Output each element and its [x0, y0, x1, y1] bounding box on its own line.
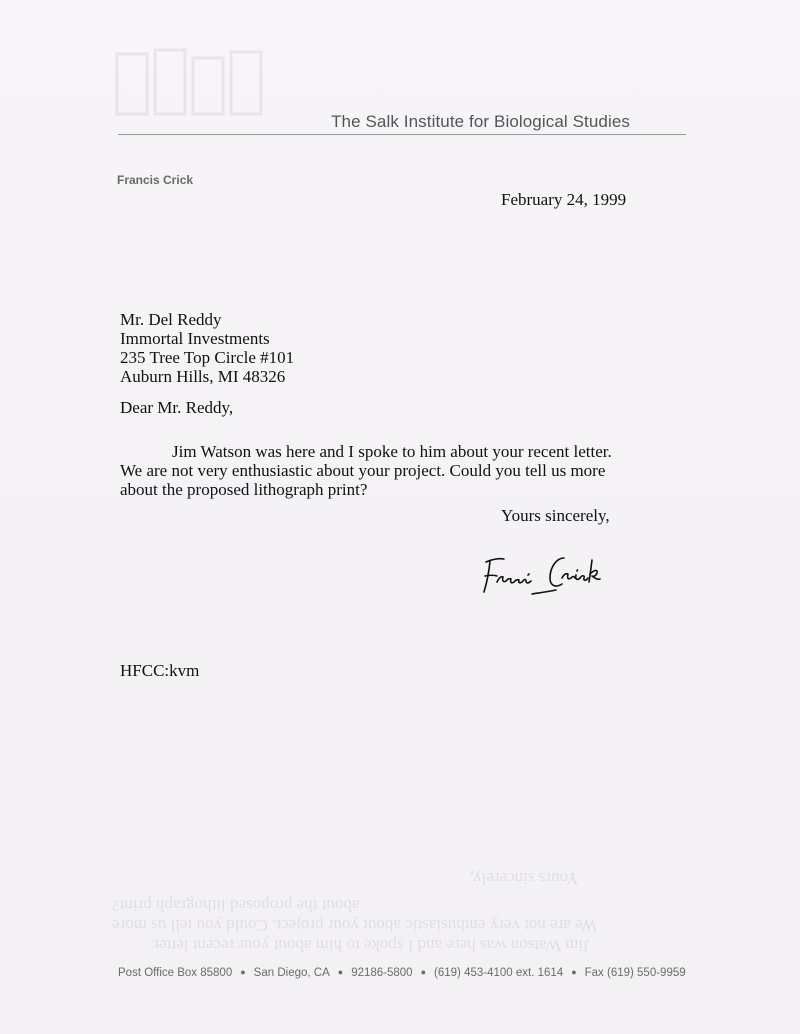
handwritten-signature-icon [476, 548, 616, 608]
footer-separator: ● [337, 967, 344, 977]
footer-separator: ● [571, 967, 577, 977]
letterhead-divider [118, 134, 686, 135]
body-line: Jim Watson was here and I spoke to him about your recent letter. [172, 442, 612, 461]
bleed-line: Jim Watson was here and I spoke to him about your recent letter. [150, 936, 590, 955]
bleed-line: We are not very enthusiastic about your project. Could you tell us more [112, 916, 598, 935]
bleed-line: about the proposed lithograph print? [112, 896, 360, 915]
recipient-company: Immortal Investments [120, 329, 270, 348]
recipient-name: Mr. Del Reddy [120, 310, 222, 329]
footer-fax: Fax (619) 550-9959 [584, 967, 686, 979]
footer-city: San Diego, CA [253, 967, 330, 979]
closing: Yours sincerely, [501, 506, 610, 525]
reference-initials: HFCC:kvm [120, 661, 200, 680]
footer-separator: ● [420, 967, 427, 977]
footer-contact [118, 967, 686, 979]
footer-phone: (619) 453-4100 ext. 1614 [434, 967, 564, 979]
recipient-street: 235 Tree Top Circle #101 [120, 348, 295, 367]
bleed-line: Yours sincerely, [470, 869, 579, 888]
footer-zip: 92186-5800 [351, 967, 413, 979]
salutation: Dear Mr. Reddy, [120, 398, 234, 417]
letter-date: February 24, 1999 [501, 190, 627, 209]
body-line: We are not very enthusiastic about your project. Could you tell us more [120, 461, 606, 480]
letter-body [120, 442, 650, 499]
footer-separator: ● [240, 967, 246, 977]
recipient-city: Auburn Hills, MI 48326 [120, 367, 286, 386]
sender-name: Francis Crick [117, 173, 194, 187]
footer-po-box: Post Office Box 85800 [118, 967, 233, 979]
institution-name: The Salk Institute for Biological Studies [331, 112, 630, 131]
body-line: about the proposed lithograph print? [120, 480, 368, 499]
recipient-address [120, 310, 294, 386]
embossed-logo-icon [115, 48, 265, 120]
